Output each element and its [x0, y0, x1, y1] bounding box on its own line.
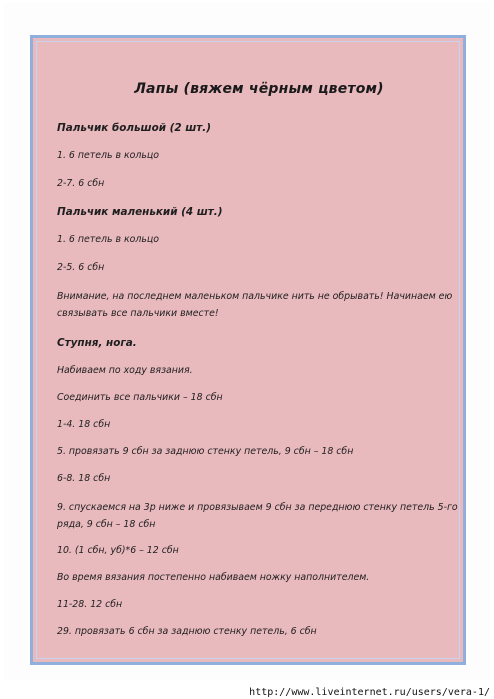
- row-foot-7: 29. провязать 6 сбн за заднюю стенку петель, 6 сбн: [57, 626, 317, 637]
- row-foot-1: 1-4. 18 сбн: [57, 419, 111, 430]
- document-page: [4, 2, 490, 680]
- foot-note-1: Набиваем по ходу вязания.: [57, 365, 193, 376]
- foot-note-2: Соединить все пальчики – 18 сбн: [57, 392, 223, 403]
- page-title: Лапы (вяжем чёрным цветом): [134, 81, 384, 97]
- row-big-finger-2: 2-7. 6 сбн: [57, 178, 105, 189]
- row-small-finger-1: 1. 6 петель в кольцо: [57, 234, 160, 245]
- source-url[interactable]: http://www.liveinternet.ru/users/vera-1/: [249, 687, 490, 698]
- heading-big-finger: Пальчик большой (2 шт.): [57, 122, 211, 134]
- row-foot-4: 9. спускаемся на 3р ниже и провязываем 9 сбн за переднюю стенку петель 5-го ряда, 9 сбн – 18 сбн: [57, 502, 458, 530]
- foot-note-3: Во время вязания постепенно набиваем ножку наполнителем.: [57, 572, 370, 583]
- row-small-finger-2: 2-5. 6 сбн: [57, 262, 105, 273]
- page-frame: [30, 35, 466, 665]
- row-big-finger-1: 1. 6 петель в кольцо: [57, 150, 160, 161]
- row-foot-3: 6-8. 18 сбн: [57, 473, 111, 484]
- row-foot-6: 11-28. 12 сбн: [57, 599, 123, 610]
- heading-small-finger: Пальчик маленький (4 шт.): [57, 206, 223, 218]
- row-foot-2: 5. провязать 9 сбн за заднюю стенку петель, 9 сбн – 18 сбн: [57, 446, 354, 457]
- heading-foot: Ступня, нога.: [57, 337, 137, 349]
- attention-note: Внимание, на последнем маленьком пальчике нить не обрывать! Начинаем ею связывать все пальчики вместе!: [57, 291, 453, 319]
- row-foot-5: 10. (1 сбн, уб)*6 – 12 сбн: [57, 545, 179, 556]
